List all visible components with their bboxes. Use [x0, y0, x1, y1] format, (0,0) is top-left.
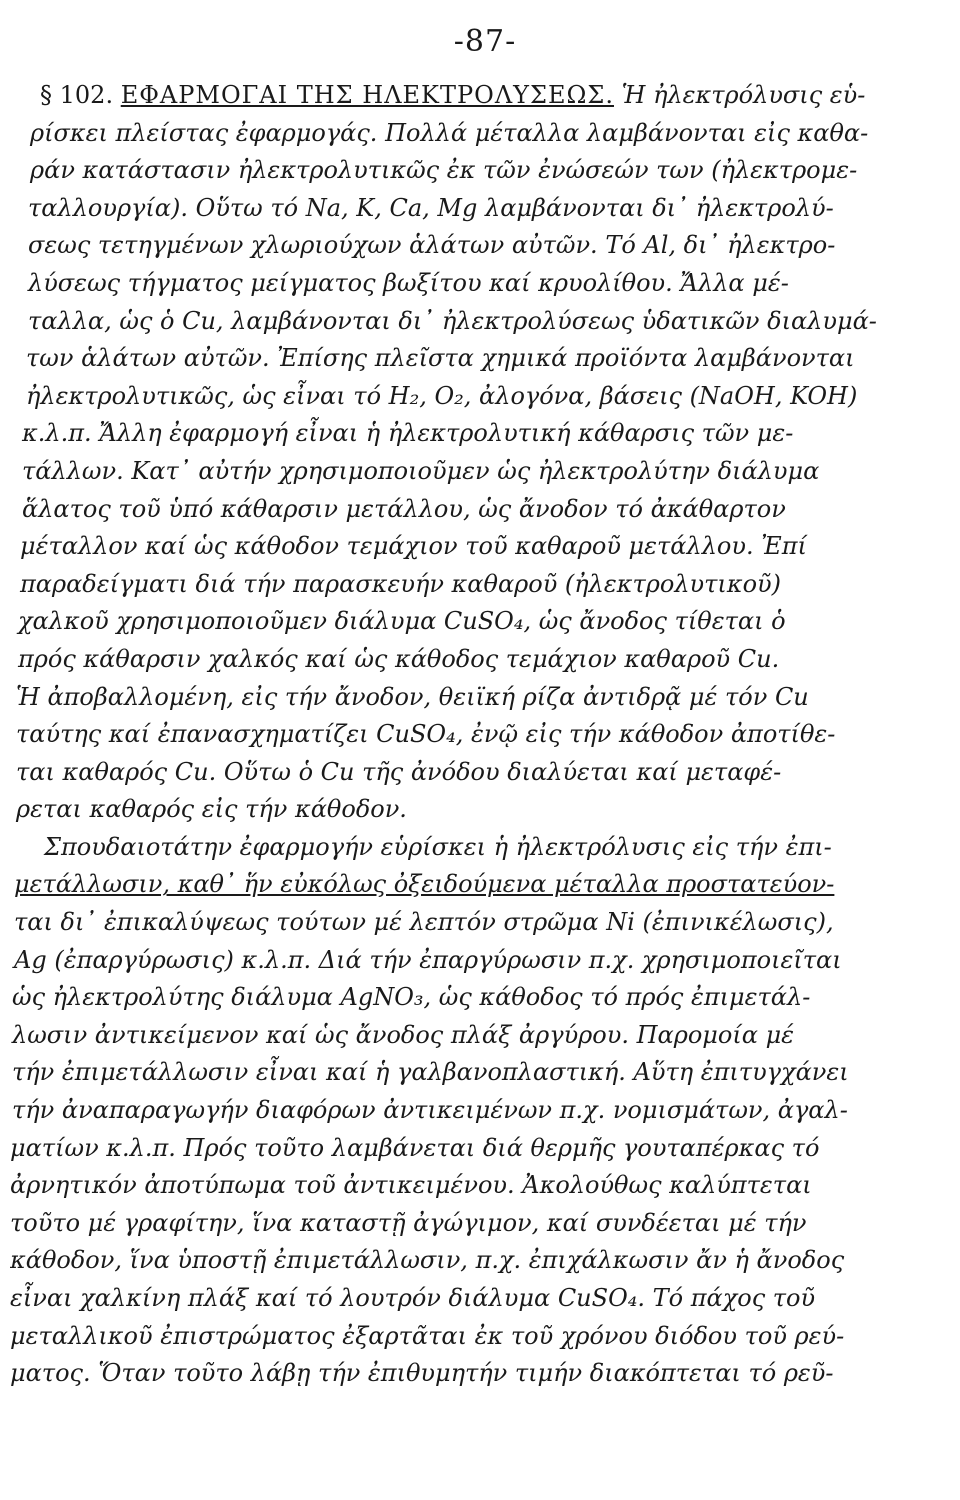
text-line-15: χαλκοῦ χρησιμοποιοῦμεν διάλυμα CuSO₄, ὡς ἄνοδος τίθεται ὁ: [18, 607, 786, 636]
text-line-22: μετάλλωσιν, καθ᾽ ἥν εὐκόλως ὀξειδούμενα μέταλλα προστατεύον-: [14, 870, 835, 899]
text-line-4: ταλλουργία). Οὕτω τό Na, K, Ca, Mg λαμβάνονται δι᾽ ἠλεκτρολύ-: [28, 193, 834, 222]
page-number: -87-: [453, 24, 517, 59]
text-line-26: λωσιν ἀντικείμενον καί ὡς ἄνοδος πλάξ ἀργύρου. Παρομοία μέ: [12, 1020, 795, 1049]
text-line-23: ται δι᾽ ἐπικαλύψεως τούτων μέ λεπτόν στρῶμα Ni (ἐπινικέλωσις),: [14, 908, 834, 937]
text-line-29: ματίων κ.λ.π. Πρός τοῦτο λαμβάνεται διά θερμῆς γουταπέρκας τό: [10, 1133, 820, 1162]
text-line-34: μεταλλικοῦ ἐπιστρώματος ἐξαρτᾶται ἐκ τοῦ χρόνου διόδου τοῦ ρεύ-: [10, 1321, 845, 1350]
text-line-31: τοῦτο μέ γραφίτην, ἵνα καταστῇ ἀγώγιμον, καί συνδέεται μέ τήν: [10, 1208, 807, 1237]
section-number: § 102.: [40, 81, 114, 109]
text-line-14: παραδείγματι διά τήν παρασκευήν καθαροῦ (ἠλεκτρολυτικοῦ): [20, 569, 781, 598]
text-line-33: εἶναι χαλκίνη πλάξ καί τό λουτρόν διάλυμα CuSO₄. Τό πάχος τοῦ: [10, 1284, 816, 1312]
text-line-8: των ἁλάτων αὐτῶν. Ἐπίσης πλεῖστα χημικά προϊόντα λαμβάνονται: [26, 344, 855, 373]
text-line-19: ται καθαρός Cu. Οὕτω ὁ Cu τῆς ἀνόδου διαλύεται καί μεταφέ-: [16, 757, 782, 786]
text-line-20: ρεται καθαρός εἰς τήν κάθοδον.: [16, 795, 407, 824]
text-line-13: μέταλλον καί ὡς κάθοδον τεμάχιον τοῦ καθαροῦ μετάλλου. Ἐπί: [20, 532, 807, 561]
text-line-32: κάθοδον, ἵνα ὑποστῇ ἐπιμετάλλωσιν, π.χ. ἐπιχάλκωσιν ἄν ἡ ἄνοδος: [10, 1246, 845, 1275]
section-title: ΕΦΑΡΜΟΓΑΙ ΤΗΣ ΗΛΕΚΤΡΟΛΥΣΕΩΣ.: [120, 81, 614, 109]
line-text: Ἡ ἠλεκτρόλυσις εὑ-: [621, 81, 866, 109]
text-line-21: Σπουδαιοτάτην ἐφαρμογήν εὑρίσκει ἡ ἠλεκτρόλυσις εἰς τήν ἐπι-: [44, 832, 832, 861]
text-line-3: ράν κατάστασιν ἠλεκτρολυτικῶς ἐκ τῶν ἐνώσεών των (ἠλεκτρομε-: [30, 156, 858, 185]
text-line-16: πρός κάθαρσιν χαλκός καί ὡς κάθοδος τεμάχιον καθαροῦ Cu.: [18, 644, 780, 673]
text-line-18: ταύτης καί ἐπανασχηματίζει CuSO₄, ἐνῷ εἰς τήν κάθοδον ἀποτίθε-: [16, 720, 836, 749]
text-line-11: τάλλων. Κατ᾽ αὐτήν χρησιμοποιοῦμεν ὡς ἠλεκτρολύτην διάλυμα: [22, 456, 820, 485]
text-line-6: λύσεως τήγματος μείγματος βωξίτου καί κρυολίθου. Ἄλλα μέ-: [28, 268, 789, 297]
text-line-2: ρίσκει πλείστας ἐφαρμογάς. Πολλά μέταλλα λαμβάνονται εἰς καθα-: [30, 118, 869, 147]
text-line-7: ταλλα, ὡς ὁ Cu, λαμβάνονται δι᾽ ἠλεκτρολύσεως ὑδατικῶν διαλυμά-: [28, 306, 877, 335]
text-line-24: Ag (ἐπαργύρωσις) κ.λ.π. Διά τήν ἐπαργύρωσιν π.χ. χρησιμοποιεῖται: [14, 945, 842, 974]
text-line-27: τήν ἐπιμετάλλωσιν εἶναι καί ἡ γαλβανοπλαστική. Αὕτη ἐπιτυγχάνει: [12, 1058, 849, 1087]
text-line-1: [10, 77, 920, 115]
text-line-17: Ἡ ἀποβαλλομένη, εἰς τήν ἄνοδον, θειϊκή ρίζα ἀντιδρᾷ μέ τόν Cu: [16, 682, 809, 711]
text-line-9: ἠλεκτρολυτικῶς, ὡς εἶναι τό H₂, O₂, ἀλογόνα, βάσεις (NaOH, KOH): [26, 381, 858, 410]
text-line-12: ἅλατος τοῦ ὑπό κάθαρσιν μετάλλου, ὡς ἄνοδον τό ἀκάθαρτον: [22, 494, 786, 523]
text-line-35: ματος. Ὅταν τοῦτο λάβῃ τήν ἐπιθυμητήν τιμήν διακόπτεται τό ρεῦ-: [10, 1359, 834, 1388]
text-line-30: ἀρνητικόν ἀποτύπωμα τοῦ ἀντικειμένου. Ἀκολούθως καλύπτεται: [10, 1171, 812, 1200]
text-line-28: τήν ἀναπαραγωγήν διαφόρων ἀντικειμένων π.χ. νομισμάτων, ἀγαλ-: [12, 1096, 848, 1125]
text-line-5: σεως τετηγμένων χλωριούχων ἁλάτων αὐτῶν. Τό Al, δι᾽ ἠλεκτρο-: [28, 231, 836, 260]
text-line-10: κ.λ.π. Ἄλλη ἐφαρμογή εἶναι ἡ ἠλεκτρολυτική κάθαρσις τῶν με-: [22, 419, 794, 448]
text-line-25: ὡς ἠλεκτρολύτης διάλυμα AgNO₃, ὡς κάθοδος τό πρός ἐπιμετάλ-: [12, 983, 811, 1012]
